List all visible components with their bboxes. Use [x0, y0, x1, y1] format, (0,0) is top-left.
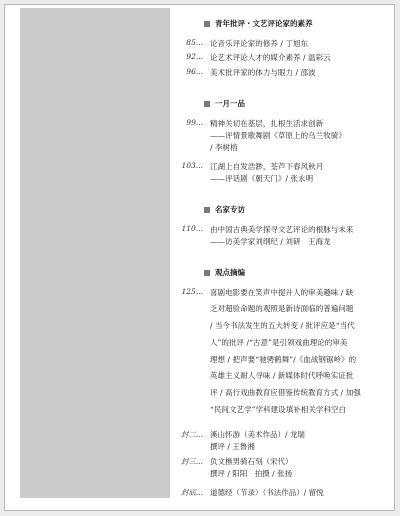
leader-dots: ...: [195, 37, 203, 47]
back-matter-label: 封三...: [180, 457, 203, 466]
entry-text-line: ——评情景歌舞剧《草原上的乌兰牧骑》: [210, 130, 346, 140]
entry-text-line: 江湖上自发浩渺，荃芦下春风秋月: [210, 161, 324, 171]
back-matter-line: 负文樵男骑石刻（宋代）: [210, 457, 293, 466]
entry-text-line: 由中国古典美学探寻文艺评论的根脉与未来: [210, 224, 354, 234]
entry-page-number: 99...: [186, 117, 203, 127]
section-marker: [204, 207, 210, 213]
back-matter-label: 封底...: [180, 488, 203, 497]
back-matter-line: 道德经（节录）（书法作品）/ 留悦: [210, 488, 324, 497]
entry-text-line: ——评话剧《朝天门》/ 张永明: [210, 173, 314, 183]
entry-text-line: 乏对超验命题的观照是新诗面临的普遍问题: [210, 304, 354, 314]
leader-dots: ...: [195, 488, 203, 497]
entry-page-number: 85...: [186, 37, 203, 47]
section-marker: [204, 270, 210, 276]
entry-page-number: 103...: [181, 160, 203, 170]
leader-dots: ...: [195, 286, 203, 296]
entry-text-line: 英雄主义耐人寻味 / 新媒体时代呼唤实证批: [210, 371, 354, 381]
page: [4, 4, 395, 511]
entry-text-line: / 李树榕: [210, 142, 238, 152]
section-title: 青年批评・文艺评论家的素养: [215, 19, 313, 28]
section-marker: [204, 101, 210, 107]
entry-page-number: 110...: [181, 223, 203, 233]
entry-text-line: 人”的批评 /“古意”是引领戏曲理论的审美: [210, 337, 348, 347]
back-matter-line: 撰评 / 王鲁湘: [210, 442, 255, 451]
entry-text-line: / 当今书法发生的五大转变 / 批评应是“当代: [210, 321, 355, 331]
entry-text-line: “民间文艺学”学科建设填补相关学科空白: [210, 404, 347, 414]
leader-dots: ...: [195, 160, 203, 170]
leader-dots: ...: [195, 457, 203, 466]
section-title: 名家专访: [215, 205, 245, 214]
leader-dots: ...: [195, 66, 203, 76]
entry-text-line: 精神关切在基层，扎根生活求创新: [210, 118, 324, 128]
entry-text-line: 论音乐评论家的修养 / 丁旭东: [210, 38, 309, 48]
entry-page-number: 125...: [181, 286, 203, 296]
back-matter-line: 撰评 / 阳阳 拍摄 / 张扬: [210, 469, 293, 478]
leader-dots: ...: [195, 52, 203, 62]
entry-text-line: 评 / 高行戏曲教育应借鉴传统教育方式 / 加强: [210, 387, 361, 397]
leader-dots: ...: [195, 430, 203, 439]
section-title: 一月一品: [215, 99, 245, 108]
entry-text-line: 理想 / 把声要“驰骋鹤舞”/《血战钢锯岭》的: [210, 354, 357, 364]
grey-image-panel: [20, 8, 170, 498]
entry-page-number: 96...: [186, 66, 203, 76]
leader-dots: ...: [195, 117, 203, 127]
back-matter-label: 封二...: [180, 430, 203, 439]
section-marker: [204, 21, 210, 27]
entry-page-number: 92...: [186, 52, 203, 62]
back-matter-line: 溪山怀游（美术作品）/ 龙瑞: [210, 430, 305, 439]
entry-text-line: ——访美学家刘纲纪 / 刘研 王海龙: [210, 236, 331, 246]
section-title: 观点摘编: [215, 268, 245, 277]
entry-text-line: 论艺术评论人才的媒介素养 / 温彩云: [210, 53, 331, 63]
leader-dots: ...: [195, 223, 203, 233]
entry-text-line: 喜剧电影要在笑声中提升人的审美趣味 / 缺: [210, 287, 354, 297]
entry-text-line: 美术批评家的体力与眼力 / 邵波: [210, 67, 316, 77]
